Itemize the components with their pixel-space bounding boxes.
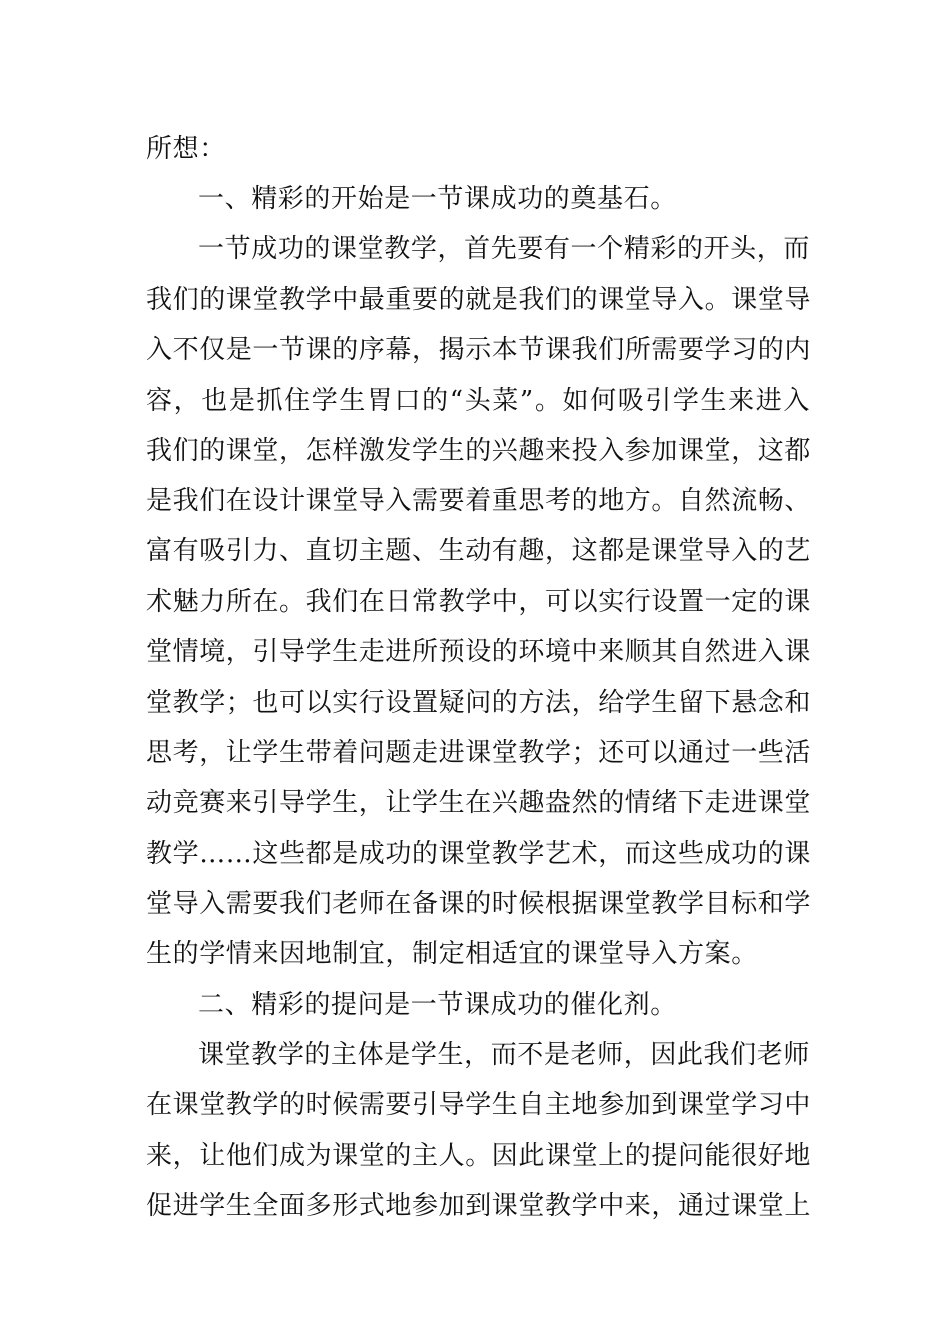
text-line: 生的学情来因地制宜，制定相适宜的课堂导入方案。 [146,939,758,969]
text-line: 我们的课堂，怎样激发学生的兴趣来投入参加课堂，这都 [146,436,812,466]
text-line: 思考，让学生带着问题走进课堂教学；还可以通过一些活 [146,738,812,768]
text-line: 术魅力所在。我们在日常教学中，可以实行设置一定的课 [146,587,812,617]
text-line: 容，也是抓住学生胃口的“头菜”。如何吸引学生来进入 [146,386,810,416]
section-heading-2: 二、精彩的提问是一节课成功的催化剂。 [198,990,677,1020]
text-line: 在课堂教学的时候需要引导学生自主地参加到课堂学习中 [146,1090,812,1120]
section-heading-1: 一、精彩的开始是一节课成功的奠基石。 [198,184,677,214]
text-line: 堂导入需要我们老师在备课的时候根据课堂教学目标和学 [146,889,812,919]
text-line: 堂教学；也可以实行设置疑问的方法，给学生留下悬念和 [146,688,812,718]
text-line: 是我们在设计课堂导入需要着重思考的地方。自然流畅、 [146,486,812,516]
text-line: 富有吸引力、直切主题、生动有趣，这都是课堂导入的艺 [146,536,812,566]
text-line: 动竞赛来引导学生，让学生在兴趣盎然的情绪下走进课堂 [146,788,812,818]
text-line: 我们的课堂教学中最重要的就是我们的课堂导入。课堂导 [146,285,812,315]
text-line: 一节成功的课堂教学，首先要有一个精彩的开头，而 [198,234,810,264]
text-line: 所想： [146,134,226,164]
text-line: 促进学生全面多形式地参加到课堂教学中来，通过课堂上 [146,1191,812,1221]
text-line: 来，让他们成为课堂的主人。因此课堂上的提问能很好地 [146,1141,812,1171]
text-line: 入不仅是一节课的序幕，揭示本节课我们所需要学习的内 [146,335,812,365]
text-line: 课堂教学的主体是学生，而不是老师，因此我们老师 [198,1040,810,1070]
text-line: 教学……这些都是成功的课堂教学艺术，而这些成功的课 [146,839,812,869]
text-line: 堂情境，引导学生走进所预设的环境中来顺其自然进入课 [146,637,812,667]
